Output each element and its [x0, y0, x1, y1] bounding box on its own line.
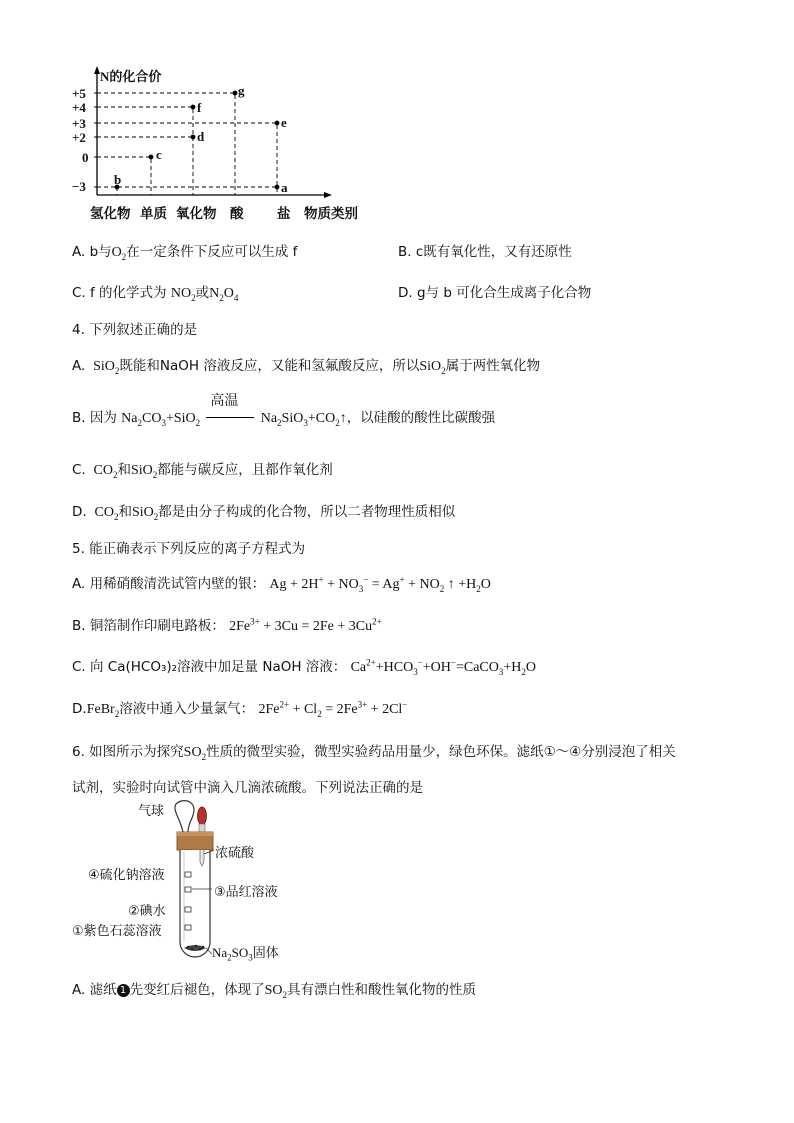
q3-option-b-text: B. c既有氧化性，又有还原性: [398, 244, 572, 260]
x-axis-title: 物质类别: [304, 206, 358, 221]
circled-1-icon: 1: [117, 984, 130, 997]
y-tick-0: 0: [82, 150, 89, 165]
q5-option-d[interactable]: D.FeBr$_2$溶液中通入少量氯气： $2Fe^{2+} + Cl_2 = 2Fe^{3+} + 2Cl^-$: [72, 699, 408, 719]
q4-option-d-and: 和: [118, 504, 132, 520]
q4-option-a-label: A.: [72, 358, 86, 374]
q4-option-b-label: B. 因为: [72, 410, 117, 426]
guide-e: [97, 123, 277, 195]
y-tick-plus2: +2: [72, 130, 86, 145]
q5-option-c-text: C. 向 Ca(HCO₃)₂溶液中加足量 NaOH 溶液：: [72, 659, 347, 675]
label-paper-3: ③品红溶液: [214, 885, 278, 900]
q3-option-b[interactable]: [398, 240, 572, 260]
q4-option-b-text: ，以硅酸的酸性比碳酸强: [346, 410, 496, 426]
q6-option-a-text-3: 具有漂白性和酸性氧化物的性质: [287, 982, 476, 998]
reaction-condition: 高温: [210, 393, 239, 409]
y-tick-minus3: −3: [72, 179, 86, 194]
point-d: [191, 135, 196, 140]
filter-paper-4: [185, 872, 191, 877]
point-f: [191, 105, 196, 110]
point-label-b: b: [114, 172, 122, 187]
point-label-d: d: [197, 129, 205, 144]
q3-option-d[interactable]: [398, 281, 591, 301]
q3-option-d-text: D. g与 b 可化合生成离子化合物: [398, 285, 592, 301]
q5-option-d-text: 溶液中通入少量氯气：: [119, 701, 255, 717]
q5-option-b[interactable]: B. 铜箔制作印刷电路板： $2Fe^{3+} + 3Cu = 2Fe + 3Cu^{2+}$: [72, 616, 382, 634]
q6-stem-text-1: 6. 如图所示为探究: [72, 744, 184, 760]
point-label-c: c: [156, 147, 162, 162]
filter-paper-2: [185, 907, 191, 912]
q6-stem-text-2: 性质的微型实验，微型实验药品用量少，绿色环保。滤纸①～④分别浸泡了相关: [206, 744, 676, 760]
q5-stem: 5. 能正确表示下列反应的离子方程式为: [72, 541, 306, 557]
dropper-bulb: [198, 807, 207, 825]
valence-diagram: [70, 62, 380, 222]
q6-option-a-text-2: 先变红后褪色，体现了: [129, 982, 265, 998]
y-tick-plus4: +4: [72, 100, 86, 115]
point-label-f: f: [197, 100, 202, 115]
point-c: [149, 155, 154, 160]
label-na2so3: $Na_2SO_3$固体: [212, 945, 279, 963]
x-cat-salt: 盐: [277, 206, 291, 221]
q3-option-c[interactable]: C. f 的化学式为 $NO_2$或$N_2O_4$: [72, 285, 239, 303]
guide-c: [97, 157, 151, 195]
q3-option-c-text-1: C. f 的化学式为: [72, 285, 167, 301]
q6-option-a[interactable]: A. 滤纸 1 先变红后褪色，体现了$SO_2$具有漂白性和酸性氧化物的性质: [72, 982, 476, 1000]
filter-paper-1: [185, 925, 191, 930]
q6-option-a-text-1: A. 滤纸: [72, 982, 117, 998]
balloon: [175, 801, 194, 832]
q4-option-d-text: 都是由分子构成的化合物，所以二者物理性质相似: [158, 504, 456, 520]
x-cat-element: 单质: [140, 206, 167, 221]
q6-stem-line-1: 6. 如图所示为探究$SO_2$性质的微型实验，微型实验药品用量少，绿色环保。滤纸①～④分别浸泡了相关: [72, 744, 676, 762]
q4-option-c-label: C.: [72, 462, 86, 478]
label-balloon: 气球: [138, 804, 165, 819]
point-e: [275, 121, 280, 126]
so2-apparatus-figure: [72, 796, 310, 966]
point-label-e: e: [281, 115, 287, 130]
x-cat-hydride: 氢化物: [90, 206, 131, 221]
q4-stem: 4. 下列叙述正确的是: [72, 322, 198, 338]
label-conc-sulfuric-acid: 浓硫酸: [215, 846, 255, 861]
q4-option-a-text-1: 既能和NaOH 溶液反应，又能和氢氟酸反应，所以: [119, 358, 420, 374]
x-axis-arrow: [324, 192, 332, 198]
x-cat-oxide: 氧化物: [176, 206, 217, 221]
q4-option-c-and: 和: [117, 462, 131, 478]
reaction-arrow: [204, 393, 256, 425]
label-paper-1: ①紫色石蕊溶液: [72, 924, 162, 939]
q6-stem-line-2: 试剂，实验时向试管中滴入几滴浓硫酸。下列说法正确的是: [72, 780, 423, 796]
q3-option-a-text-2: 在一定条件下反应可以生成 f: [126, 244, 298, 260]
q5-option-a[interactable]: A. 用稀硝酸清洗试管内壁的银： $Ag + 2H^+ + NO_3^- = Ag^+ + NO_2$ ↑ $+H_2O$: [72, 574, 491, 594]
y-axis-title: N的化合价: [100, 69, 162, 84]
point-label-g: g: [238, 83, 245, 98]
point-a: [275, 185, 280, 190]
q5-option-d-label: D.: [72, 701, 87, 717]
y-tick-plus3: +3: [72, 116, 86, 131]
q4-option-a[interactable]: A. SiO$_2$既能和NaOH 溶液反应，又能和氢氟酸反应，所以SiO$_2$属于两性氧化物: [72, 358, 541, 376]
point-label-a: a: [281, 180, 288, 195]
label-paper-4: ④硫化钠溶液: [88, 868, 165, 883]
q4-option-c-text: 都能与碳反应，且都作氧化剂: [157, 462, 333, 478]
q5-option-c[interactable]: C. 向 Ca(HCO₃)₂溶液中加足量 NaOH 溶液： $Ca^{2+}+HCO_3^-+OH^-=CaCO_3+H_2O$: [72, 657, 537, 677]
q4-option-d[interactable]: D. $CO_2$和SiO$_2$都是由分子构成的化合物，所以二者物理性质相似: [72, 504, 456, 522]
filter-paper-3: [185, 887, 191, 892]
guide-f: [97, 107, 193, 195]
q4-option-c[interactable]: C. $CO_2$和SiO$_2$都能与碳反应，且都作氧化剂: [72, 462, 333, 480]
q5-option-b-text: B. 铜箔制作印刷电路板：: [72, 618, 225, 634]
q4-option-a-text-2: 属于两性氧化物: [445, 358, 541, 374]
y-tick-plus5: +5: [72, 86, 86, 101]
q5-option-a-text: A. 用稀硝酸清洗试管内壁的银：: [72, 576, 266, 592]
test-tube: [180, 850, 210, 957]
label-paper-2: ②碘水: [128, 904, 166, 919]
q4-option-d-label: D.: [72, 504, 87, 520]
label-solid-text: 固体: [252, 946, 279, 961]
valence-diagram-svg: [70, 62, 380, 222]
q3-option-c-or: 或: [195, 285, 210, 301]
point-g: [233, 91, 238, 96]
x-cat-acid: 酸: [230, 206, 244, 221]
q3-option-a[interactable]: A. b与$O_2$在一定条件下反应可以生成 f: [72, 244, 298, 262]
q3-option-a-text-1: A. b与: [72, 244, 112, 260]
q4-option-b[interactable]: B. 因为 $Na_2CO_3+SiO_2$ 高温 $Na_2SiO_3+CO_2↑$，以硅酸的酸性比碳酸强: [72, 406, 495, 427]
